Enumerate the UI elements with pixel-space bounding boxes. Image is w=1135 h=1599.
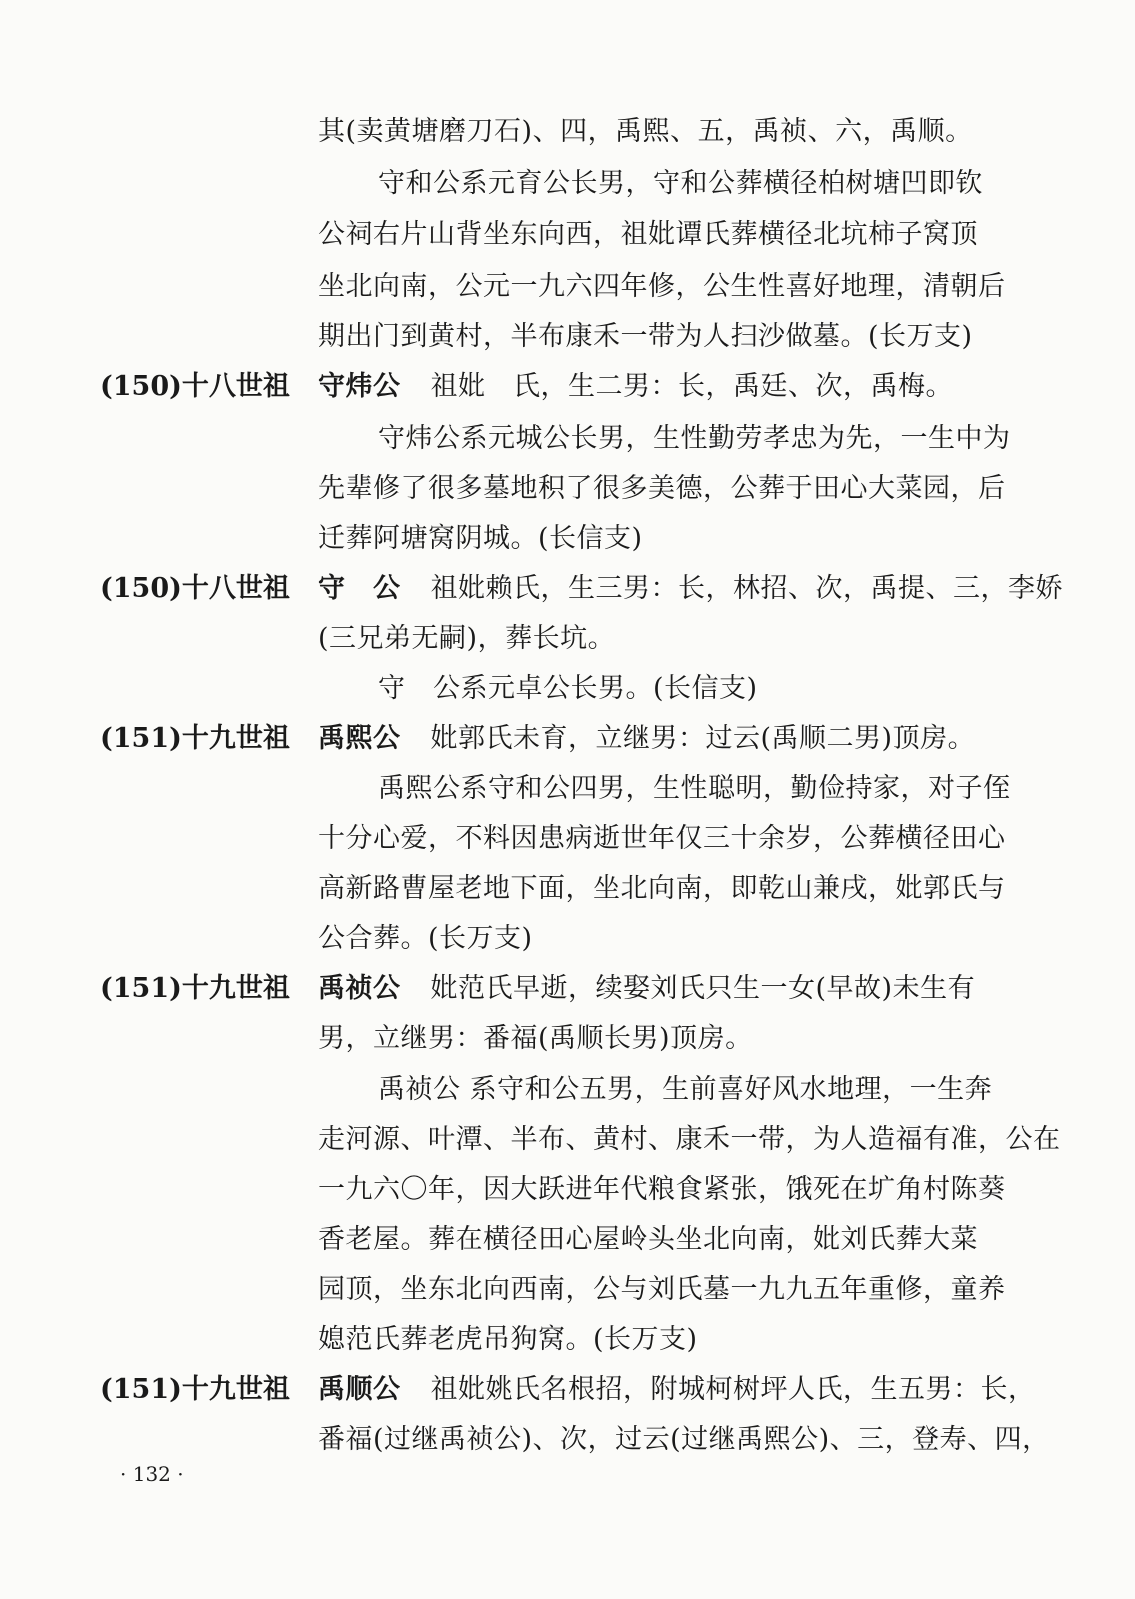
- text-line: 守 公系元卓公长男。(长信支): [378, 673, 758, 704]
- text-line: 守炜公系元城公长男，生性勤劳孝忠为先，一生中为: [378, 423, 1011, 454]
- text-span: 妣郭氏未育，立继男：过云(禹顺二男)顶房。: [430, 723, 976, 754]
- ancestor-name: 禹祯公: [318, 973, 401, 1004]
- text-line: 男，立继男：番福(禹顺长男)顶房。: [318, 1023, 753, 1054]
- text-line: 香老屋。葬在横径田心屋岭头坐北向南，妣刘氏葬大菜: [318, 1224, 978, 1255]
- text-line: 守和公系元育公长男，守和公葬横径柏树塘凹即钦: [378, 168, 983, 199]
- entry-line: [318, 972, 975, 1006]
- text-line: 公合葬。(长万支): [318, 923, 533, 954]
- text-span: 祖妣赖氏，生三男：长，林招、次，禹提、三，李娇: [430, 573, 1063, 604]
- text-line: 禹熙公系守和公四男，生性聪明，勤俭持家，对子侄: [378, 773, 1011, 804]
- generation-label: (151)十九世祖: [100, 1374, 290, 1405]
- text-span: 妣范氏早逝，续娶刘氏只生一女(早故)未生有: [430, 973, 976, 1004]
- text-line: 一九六〇年，因大跃进年代粮食紧张，饿死在圹角村陈葵: [318, 1174, 1006, 1205]
- text-line: 坐北向南，公元一九六四年修，公生性喜好地理，清朝后: [318, 271, 1006, 302]
- text-span: 祖妣 氏，生二男：长，禹廷、次，禹梅。: [430, 371, 953, 402]
- generation-label: (150)十八世祖: [100, 573, 290, 604]
- generation-label: (151)十九世祖: [100, 973, 290, 1004]
- text-line: 先辈修了很多墓地积了很多美德，公葬于田心大菜园，后: [318, 473, 1006, 504]
- text-line: 十分心爱，不料因患病逝世年仅三十余岁，公葬横径田心: [318, 823, 1006, 854]
- text-span: 祖妣姚氏名根招，附城柯树坪人氏，生五男：长，: [430, 1374, 1036, 1405]
- generation-label: (150)十八世祖: [100, 371, 290, 402]
- text-line: 迁葬阿塘窝阴城。(长信支): [318, 523, 643, 554]
- text-line: (三兄弟无嗣)，葬长坑。: [318, 623, 616, 654]
- text-line: 园顶，坐东北向西南，公与刘氏墓一九九五年重修，童养: [318, 1274, 1006, 1305]
- ancestor-name: 守炜公: [318, 371, 401, 402]
- text-line: 禹祯公 系守和公五男，生前喜好风水地理，一生奔: [378, 1074, 993, 1105]
- text-line: 高新路曹屋老地下面，坐北向南，即乾山兼戌，妣郭氏与: [318, 873, 1006, 904]
- entry-line: [318, 370, 953, 404]
- entry-line: [318, 722, 975, 756]
- ancestor-name: 禹顺公: [318, 1374, 401, 1405]
- entry-line: [318, 1373, 1036, 1407]
- text-line: 其(卖黄塘磨刀石)、四，禹熙、五，禹祯、六，禹顺。: [318, 116, 973, 147]
- text-line: 番福(过继禹祯公)、次，过云(过继禹熙公)、三，登寿、四，: [318, 1424, 1050, 1455]
- text-line: 走河源、叶潭、半布、黄村、康禾一带，为人造福有准，公在: [318, 1124, 1061, 1155]
- ancestor-name: 禹熙公: [318, 723, 401, 754]
- text-line: 媳范氏葬老虎吊狗窝。(长万支): [318, 1324, 698, 1355]
- text-line: 公祠右片山背坐东向西，祖妣谭氏葬横径北坑柿子窝顶: [318, 219, 978, 250]
- ancestor-name: 守 公: [318, 573, 401, 604]
- page-number: · 132 ·: [120, 1462, 184, 1486]
- entry-line: [318, 572, 1063, 606]
- generation-label: (151)十九世祖: [100, 723, 290, 754]
- text-line: 期出门到黄村，半布康禾一带为人扫沙做墓。(长万支): [318, 321, 973, 352]
